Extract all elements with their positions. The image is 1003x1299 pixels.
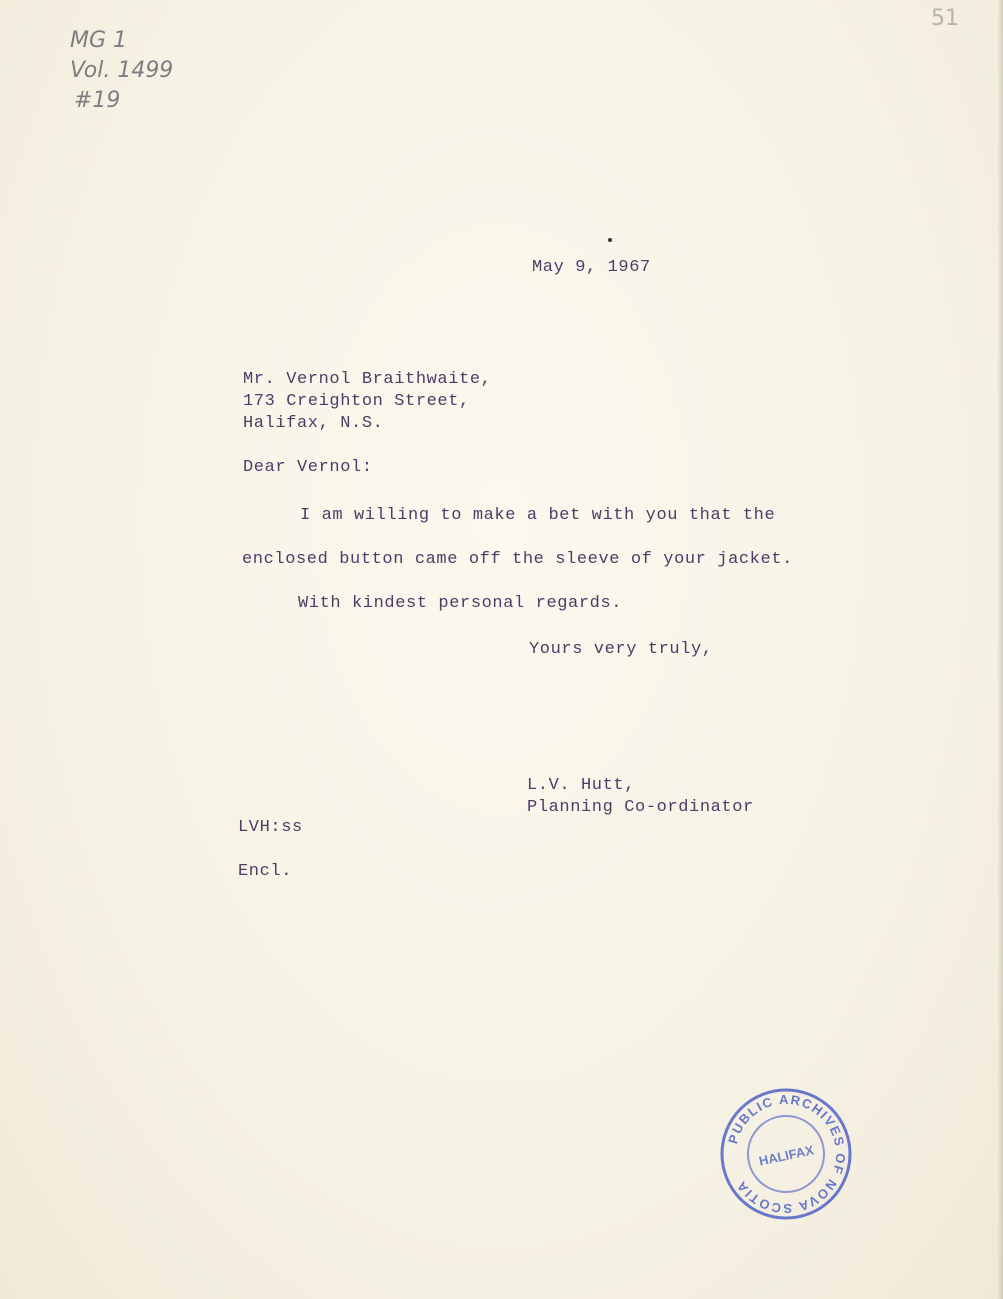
stamp-inner-text: HALIFAX bbox=[757, 1142, 816, 1169]
signer-title: Planning Co-ordinator bbox=[527, 798, 754, 817]
archive-corner-mark: 51 bbox=[931, 6, 959, 31]
signer-name: L.V. Hutt, bbox=[527, 776, 636, 795]
body-line-3: With kindest personal regards. bbox=[298, 594, 623, 613]
archive-note-collection: MG 1 bbox=[70, 28, 128, 53]
recipient-name: Mr. Vernol Braithwaite, bbox=[243, 370, 492, 389]
letter-date: May 9, 1967 bbox=[532, 258, 651, 277]
typist-initials: LVH:ss bbox=[238, 818, 303, 837]
paper-speck bbox=[608, 238, 612, 242]
salutation: Dear Vernol: bbox=[243, 458, 373, 477]
archive-note-item: #19 bbox=[74, 88, 121, 113]
complimentary-close: Yours very truly, bbox=[529, 640, 713, 659]
enclosure-note: Encl. bbox=[238, 862, 293, 881]
recipient-city: Halifax, N.S. bbox=[243, 414, 384, 433]
recipient-street: 173 Creighton Street, bbox=[243, 392, 470, 411]
archives-stamp bbox=[718, 1086, 854, 1222]
archive-note-volume: Vol. 1499 bbox=[70, 58, 174, 83]
page-edge-shadow bbox=[997, 0, 1003, 1299]
body-line-1: I am willing to make a bet with you that the bbox=[300, 506, 776, 525]
stamp-outer-text: PUBLIC ARCHIVES OF NOVA SCOTIA bbox=[725, 1091, 849, 1217]
body-line-2: enclosed button came off the sleeve of your jacket. bbox=[242, 550, 793, 569]
